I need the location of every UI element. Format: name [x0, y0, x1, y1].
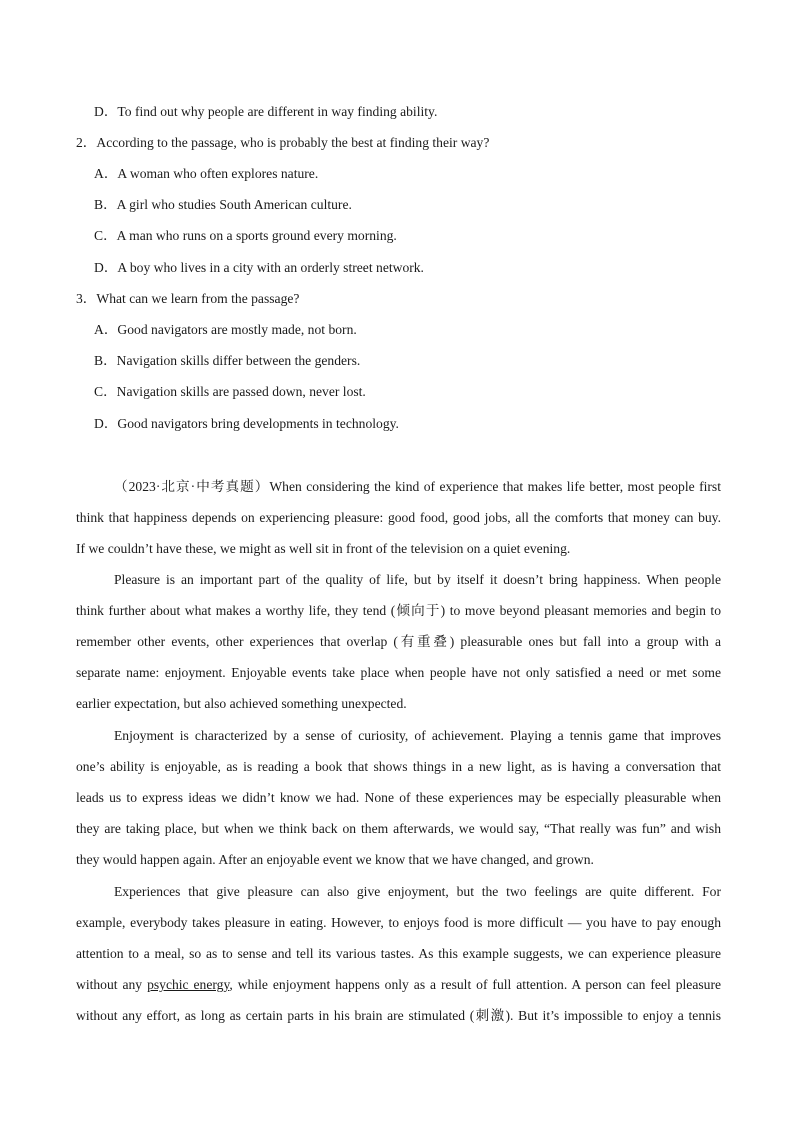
passage-line: think that happiness depends on experiencing pleasure: good food, good jobs, all the comforts that money can buy. — [76, 510, 721, 525]
q3-option-c: C．Navigation skills are passed down, never lost. — [94, 384, 366, 399]
passage-paragraph-4 — [76, 876, 721, 1031]
passage-line: Pleasure is an important part of the quality of life, but by itself it doesn’t bring happiness. When people — [114, 572, 721, 587]
passage-line: without any effort, as long as certain parts in his brain are stimulated (刺激). But it’s impossible to enjoy a tennis — [76, 1008, 721, 1023]
passage-line — [76, 969, 721, 1000]
passage-line: one’s ability is enjoyable, as is reading a book that shows things in a new light, as is having a conversation that — [76, 759, 721, 774]
question-2-stem: 2．According to the passage, who is probably the best at finding their way? — [76, 135, 490, 150]
passage-line: they would happen again. After an enjoyable event we know that we have changed, and grown. — [76, 852, 594, 867]
underlined-phrase: psychic energy — [147, 977, 230, 992]
passage-paragraph-2 — [76, 564, 721, 719]
passage-line: think further about what makes a worthy life, they tend (倾向于) to move beyond pleasant memories and begin to — [76, 603, 721, 618]
q2-option-b: B．A girl who studies South American culture. — [94, 197, 352, 212]
passage-paragraph-1 — [76, 471, 721, 564]
passage-line: If we couldn’t have these, we might as well sit in front of the television on a quiet evening. — [76, 541, 571, 556]
passage-paragraph-3 — [76, 720, 721, 875]
q3-option-d: D．Good navigators bring developments in technology. — [94, 416, 399, 431]
passage-line: separate name: enjoyment. Enjoyable events take place when people have not only satisfied a need or met some — [76, 665, 721, 680]
passage-line: they are taking place, but when we think back on them afterwards, we would say, “That really was fun” and wish — [76, 821, 721, 836]
passage-line: leads us to express ideas we didn’t know we had. None of these experiences may be especially pleasurable when — [76, 790, 721, 805]
passage-line: earlier expectation, but also achieved something unexpected. — [76, 696, 407, 711]
passage-text: , while enjoyment happens only as a result of full attention. A person can feel pleasure — [229, 977, 722, 992]
passage-line: （2023·北京·中考真题）When considering the kind of experience that makes life better, most people first — [114, 479, 721, 494]
passage-line: Experiences that give pleasure can also give enjoyment, but the two feelings are quite different. For — [114, 884, 721, 899]
question-3-stem: 3．What can we learn from the passage? — [76, 291, 300, 306]
q3-option-b: B．Navigation skills differ between the genders. — [94, 353, 361, 368]
q2-option-a: A．A woman who often explores nature. — [94, 166, 319, 181]
passage-line: remember other events, other experiences that overlap (有重叠) pleasurable ones but fall into a group with a — [76, 634, 721, 649]
passage-text: without any — [76, 977, 148, 992]
passage-line: example, everybody takes pleasure in eating. However, to enjoys food is more difficult — you have to pay enough — [76, 915, 721, 930]
q3-option-a: A．Good navigators are mostly made, not born. — [94, 322, 357, 337]
q2-option-c: C．A man who runs on a sports ground every morning. — [94, 228, 397, 243]
passage-line: Enjoyment is characterized by a sense of curiosity, of achievement. Playing a tennis game that improves — [114, 728, 721, 743]
q1-option-d: D．To find out why people are different in way finding ability. — [94, 104, 438, 119]
passage-line: attention to a meal, so as to sense and tell its various tastes. As this example suggests, we can experience pleasure — [76, 946, 721, 961]
q2-option-d: D．A boy who lives in a city with an orderly street network. — [94, 260, 424, 275]
